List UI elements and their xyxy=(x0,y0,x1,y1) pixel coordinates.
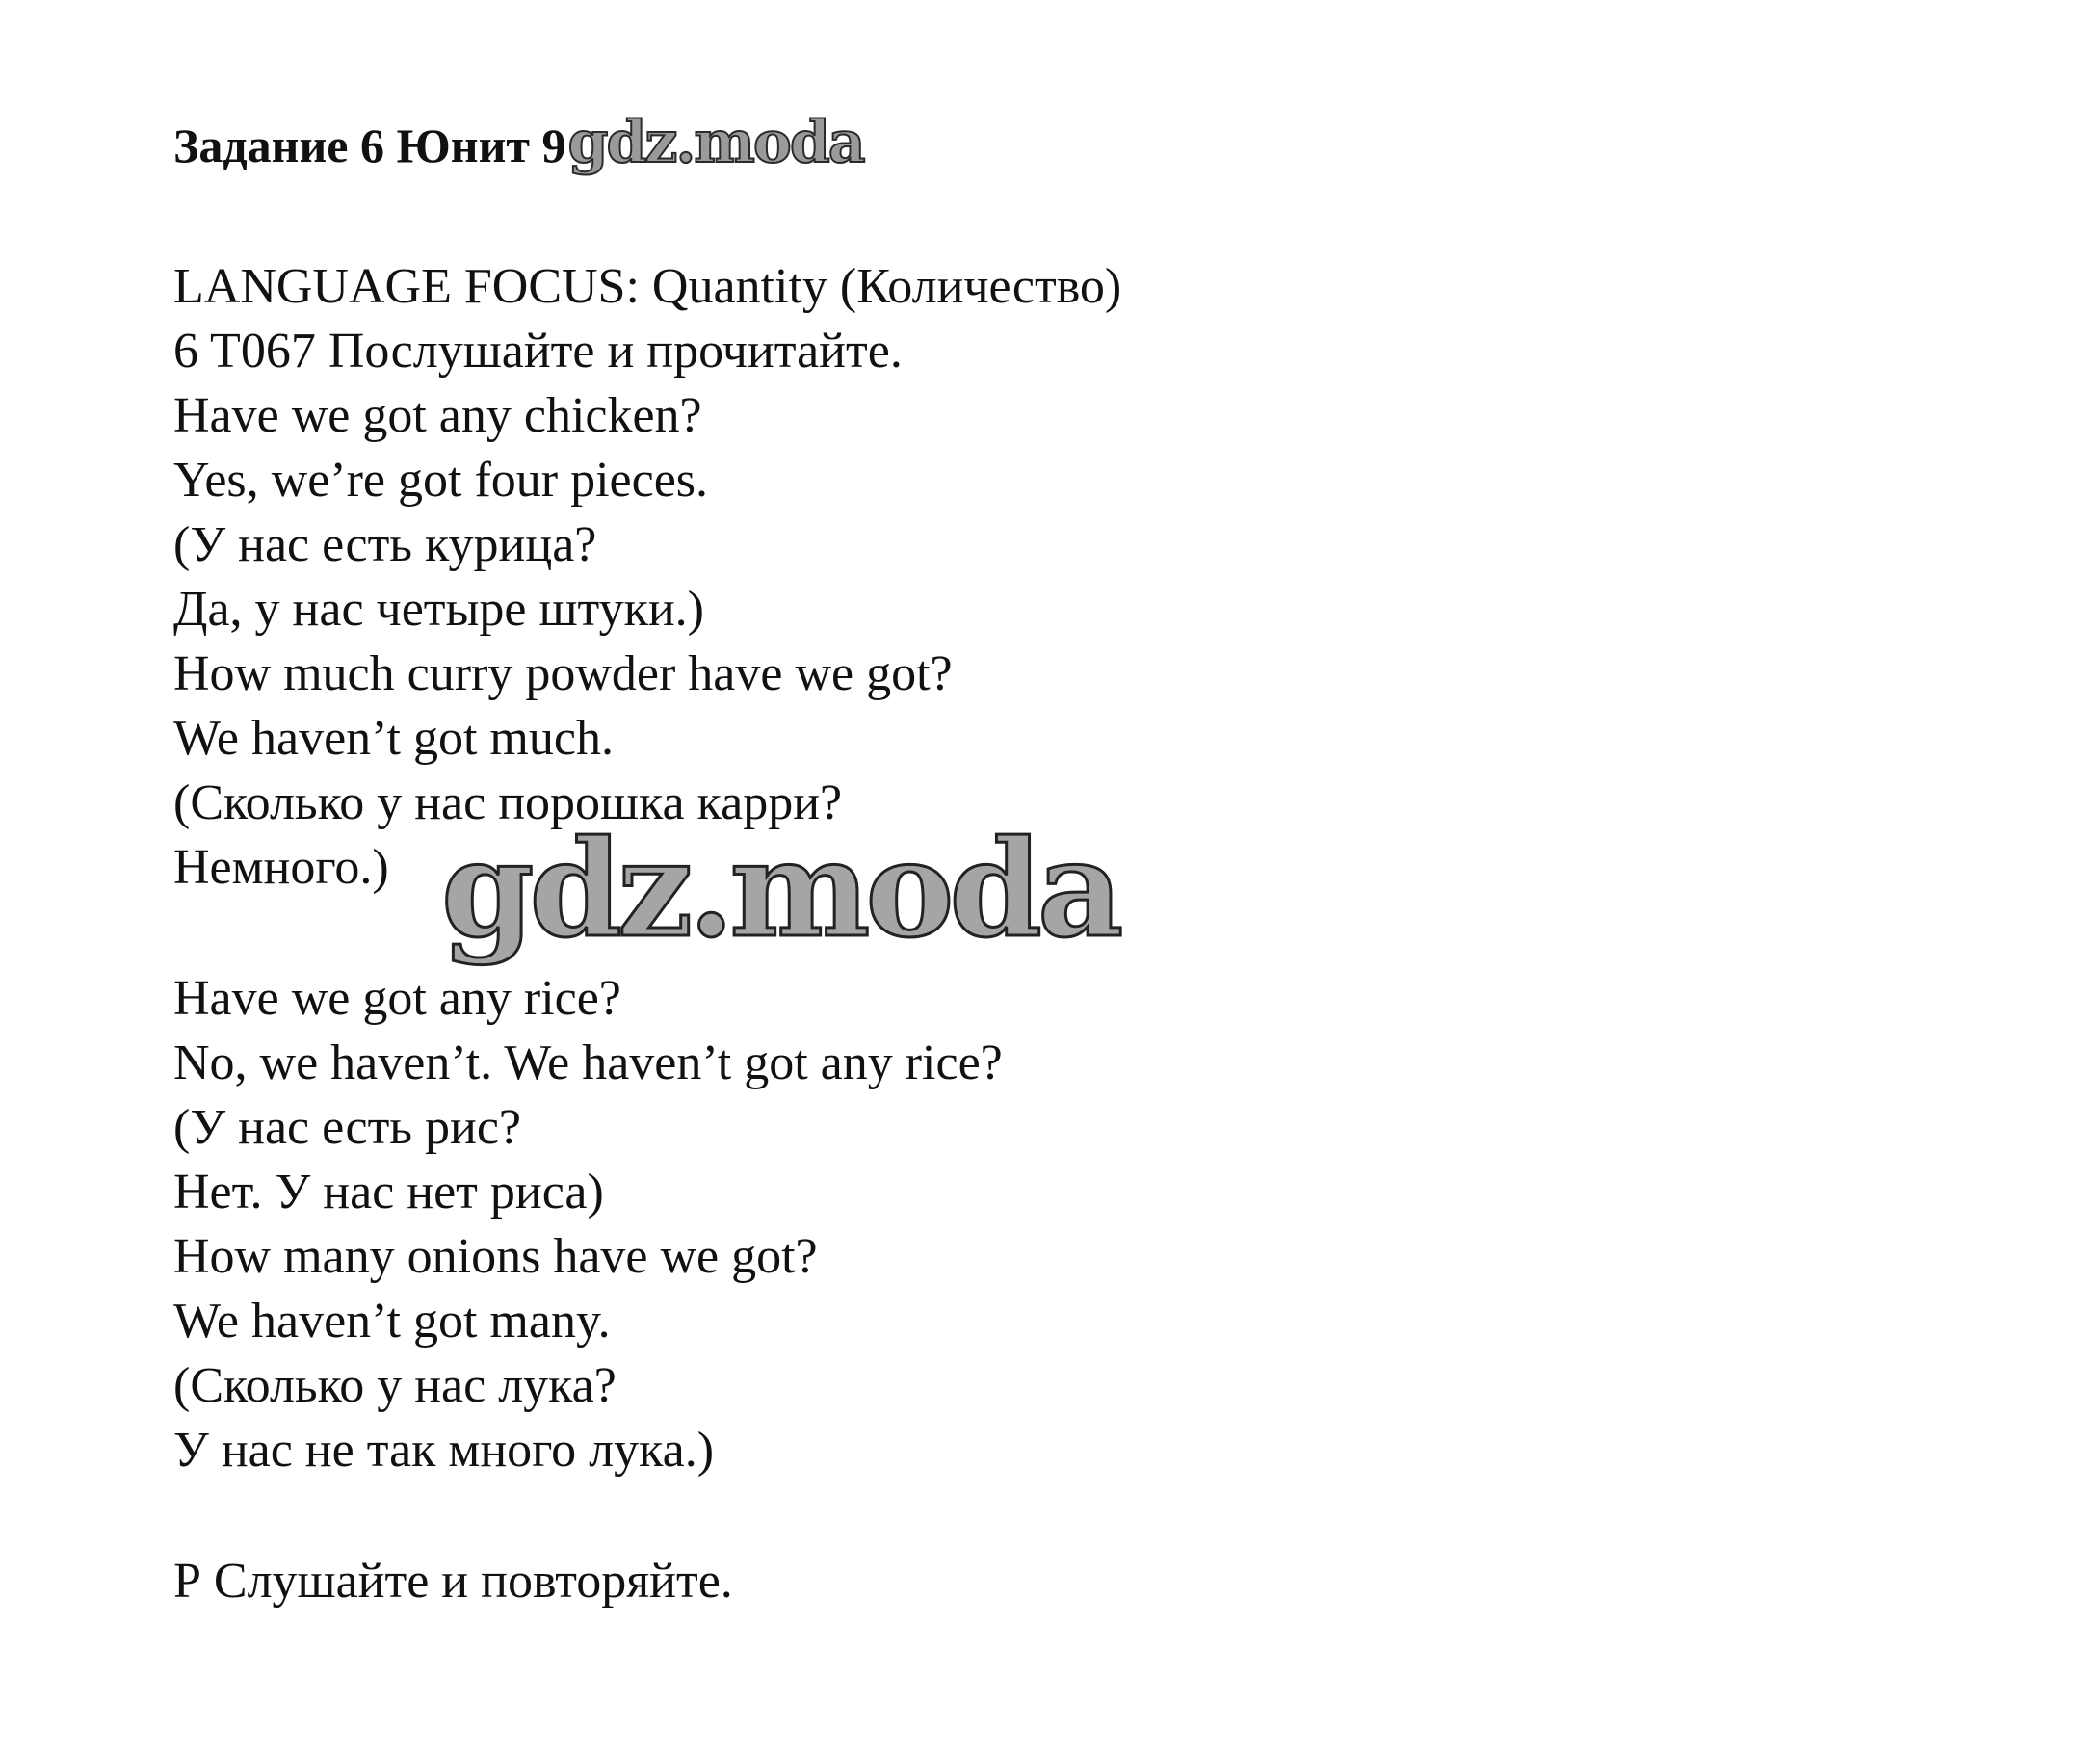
text-line: How much curry powder have we got? xyxy=(173,646,953,701)
text-line: Have we got any rice? xyxy=(173,971,621,1026)
text-line: We haven’t got much. xyxy=(173,711,614,766)
text-line: Немного.) xyxy=(173,840,389,895)
text-line: (Сколько у нас порошка карри? xyxy=(173,775,843,830)
text-line: Have we got any chicken? xyxy=(173,388,702,443)
text-line: Yes, we’re got four pieces. xyxy=(173,453,709,508)
exercise-instruction: 6 T067 Послушайте и прочитайте. xyxy=(173,324,903,379)
text-line: We haven’t got many. xyxy=(173,1294,611,1349)
text-line: (Сколько у нас лука? xyxy=(173,1358,617,1413)
text-line: Нет. У нас нет риса) xyxy=(173,1165,604,1219)
exercise-instruction: Р Слушайте и повторяйте. xyxy=(173,1554,733,1609)
heading-row xyxy=(173,109,864,176)
text-line: Да, у нас четыре штуки.) xyxy=(173,582,705,637)
watermark-logo-large: gdz.moda xyxy=(441,810,1119,967)
text-line: (У нас есть курица? xyxy=(173,517,597,572)
text-line: No, we haven’t. We haven’t got any rice? xyxy=(173,1035,1003,1090)
text-line: (У нас есть рис? xyxy=(173,1100,522,1155)
watermark-logo: gdz.moda xyxy=(567,109,864,176)
text-line: How many onions have we got? xyxy=(173,1229,818,1284)
section-title: LANGUAGE FOCUS: Quantity (Количество) xyxy=(173,259,1122,314)
text-line: У нас не так много лука.) xyxy=(173,1423,715,1478)
task-heading: Задание 6 Юнит 9 xyxy=(173,118,566,172)
